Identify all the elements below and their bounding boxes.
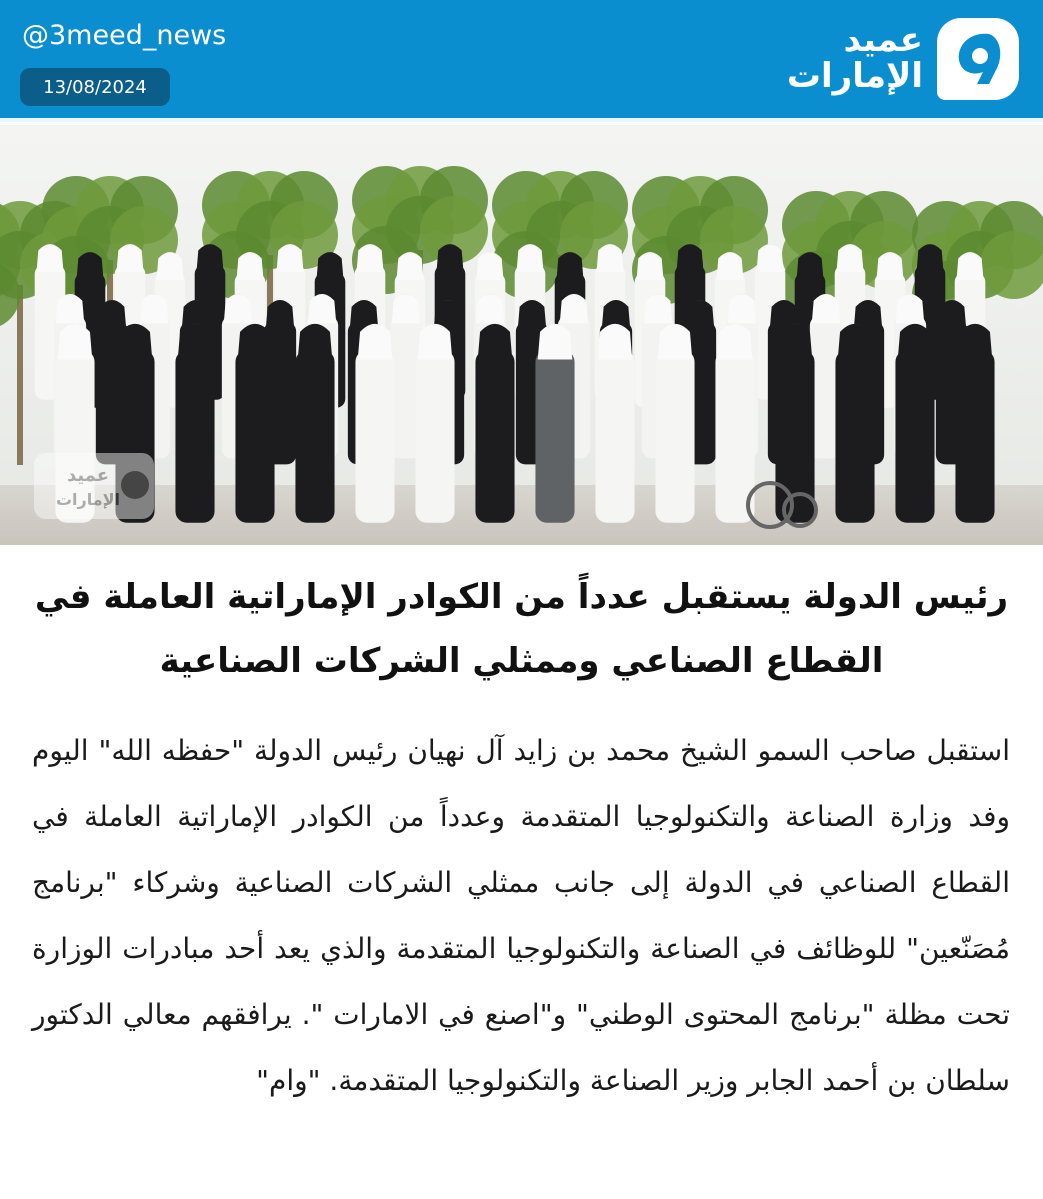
- article-body: استقبل صاحب السمو الشيخ محمد بن زايد آل نهيان رئيس الدولة "حفظه الله" اليوم وفد وزارة الصناعة والتكنولوجيا المتقدمة وعدداً من الكوادر الإماراتية العاملة في القطاع الصناعي في الدولة إلى جانب ممثلي الشركات الصناعية وشركاء "برنامج مُصَنّعين" للوظائف في الصناعة والتكنولوجيا المتقدمة والذي يعد أحد مبادرات الوزارة تحت مظلة "برنامج المحتوى الوطني" و"اصنع في الامارات ". يرافقهم معالي الدكتور سلطان بن أحمد الجابر وزير الصناعة والتكنولوجيا المتقدمة. "وام": [32, 734, 1010, 1097]
- header-bar: [0, 0, 1043, 122]
- news-photo: [0, 125, 1043, 545]
- brand-logo-icon: [937, 18, 1019, 100]
- brand-name: [786, 20, 923, 96]
- account-handle[interactable]: @3meed_news: [22, 20, 227, 51]
- brand-name-line2: الإمارات: [786, 56, 923, 96]
- watermark-line2: الإمارات: [55, 490, 121, 509]
- brand: [787, 14, 1019, 104]
- watermark-line1: عميد: [66, 465, 110, 486]
- photo-watermark-icon: [34, 453, 154, 519]
- date-badge: 13/08/2024: [20, 68, 170, 106]
- brand-name-line1: عميد: [843, 20, 923, 61]
- article-headline: رئيس الدولة يستقبل عدداً من الكوادر الإماراتية العاملة في القطاع الصناعي وممثلي الشركات الصناعية: [34, 577, 1009, 681]
